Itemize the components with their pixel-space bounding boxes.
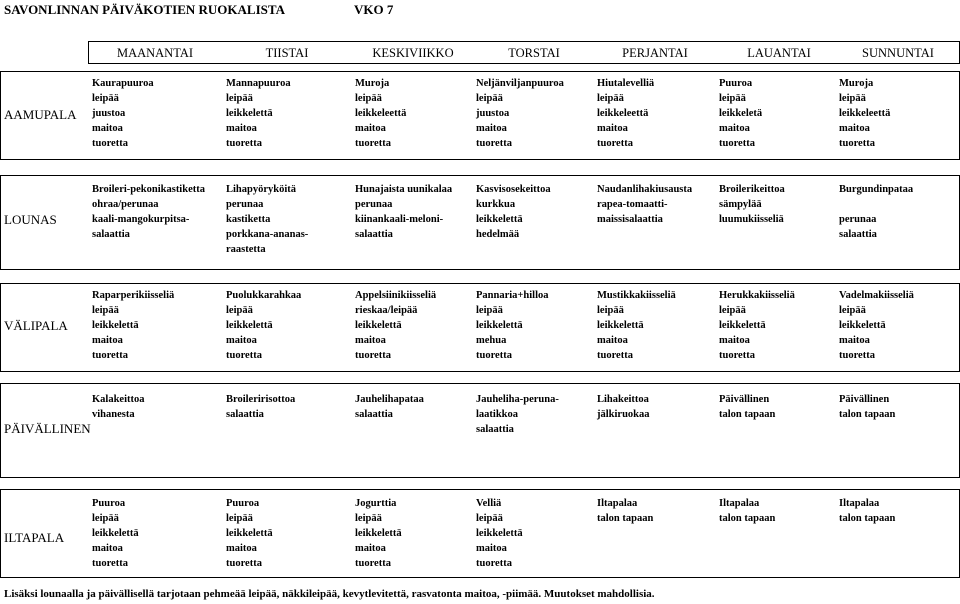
menu-line: tuoretta	[92, 350, 128, 361]
menu-line: kiinankaali-meloni-	[355, 214, 444, 225]
menu-cell	[226, 288, 301, 363]
menu-line	[719, 541, 775, 556]
menu-line: leikkelettä	[476, 320, 523, 331]
menu-cell	[597, 496, 653, 571]
menu-line: maitoa	[226, 123, 257, 134]
menu-line: Päivällinen	[719, 394, 770, 405]
page-title: SAVONLINNAN PÄIVÄKOTIEN RUOKALISTA	[4, 2, 285, 17]
menu-line: tuoretta	[476, 350, 512, 361]
menu-line: Muroja	[355, 78, 390, 89]
menu-cell	[597, 392, 650, 452]
menu-line: Hunajaista uunikalaa	[355, 184, 453, 195]
menu-line: leipää	[597, 93, 624, 104]
menu-line: kastiketta	[226, 214, 271, 225]
menu-line: maitoa	[226, 543, 257, 554]
menu-cell	[719, 76, 762, 151]
menu-line	[226, 422, 295, 437]
menu-line	[355, 422, 424, 437]
menu-line: maitoa	[226, 335, 257, 346]
menu-line: talon tapaan	[839, 513, 896, 524]
menu-cell	[355, 496, 402, 571]
menu-line	[597, 556, 653, 571]
menu-cell	[597, 182, 692, 257]
menu-line: maitoa	[839, 335, 870, 346]
menu-line: perunaa	[839, 214, 877, 225]
menu-line: leikkelettä	[226, 108, 273, 119]
menu-line: maitoa	[355, 123, 386, 134]
menu-cell	[92, 288, 174, 363]
menu-line: rapea-tomaatti-	[597, 199, 668, 210]
menu-line: raastetta	[226, 244, 266, 255]
meal-label: ILTAPALA	[4, 530, 65, 545]
menu-line: Jauhelihapataa	[355, 394, 424, 405]
menu-line: tuoretta	[355, 558, 391, 569]
menu-line: leikkelettä	[92, 528, 139, 539]
menu-line: juustoa	[92, 108, 126, 119]
menu-line: hedelmää	[476, 229, 520, 240]
menu-line: maitoa	[355, 543, 386, 554]
menu-line: maitoa	[719, 335, 750, 346]
menu-line: sämpylää	[719, 199, 762, 210]
menu-line: perunaa	[226, 199, 264, 210]
menu-line	[719, 422, 775, 437]
menu-line: laatikkoa	[476, 409, 519, 420]
menu-line: Broileri-pekonikastiketta	[92, 184, 205, 195]
menu-line: leipää	[839, 305, 866, 316]
meal-label: LOUNAS	[4, 212, 57, 227]
menu-line: ohraa/perunaa	[92, 199, 159, 210]
menu-line: Naudanlihakiusausta	[597, 184, 693, 195]
menu-line	[839, 242, 913, 257]
day-header: LAUANTAI	[747, 46, 811, 60]
menu-line: maitoa	[92, 543, 123, 554]
menu-line: leipää	[839, 93, 866, 104]
menu-line: leipää	[719, 305, 746, 316]
menu-line: Puuroa	[226, 498, 260, 509]
menu-cell	[92, 76, 154, 151]
menu-line	[355, 242, 452, 257]
menu-cell	[719, 182, 785, 257]
menu-line	[719, 437, 775, 452]
menu-line: kaali-mangokurpitsa-	[92, 214, 190, 225]
menu-line: kurkkua	[476, 199, 516, 210]
menu-line: vihanesta	[92, 409, 135, 420]
menu-line: mehua	[476, 335, 507, 346]
menu-line: tuoretta	[719, 350, 755, 361]
menu-line: leipää	[92, 305, 119, 316]
menu-line: maissisalaattia	[597, 214, 663, 225]
menu-line: leikkeleettä	[355, 108, 407, 119]
menu-line: Puolukkarahkaa	[226, 290, 302, 301]
menu-line: Iltapalaa	[597, 498, 638, 509]
menu-line: Kalakeittoa	[92, 394, 145, 405]
menu-line: Mannapuuroa	[226, 78, 291, 89]
menu-line: tuoretta	[719, 138, 755, 149]
menu-line: Broilerikeittoa	[719, 184, 785, 195]
menu-line	[719, 242, 785, 257]
menu-line: maitoa	[476, 543, 507, 554]
menu-line: Neljänviljanpuuroa	[476, 78, 564, 89]
menu-line: tuoretta	[355, 350, 391, 361]
meal-label: VÄLIPALA	[4, 318, 68, 333]
menu-line: Broileririsottoa	[226, 394, 296, 405]
menu-line	[226, 437, 295, 452]
menu-line: juustoa	[476, 108, 510, 119]
menu-line: leipää	[226, 513, 253, 524]
menu-line: rieskaa/leipää	[355, 305, 418, 316]
menu-line: perunaa	[355, 199, 393, 210]
menu-line: leipää	[226, 93, 253, 104]
menu-cell	[476, 288, 549, 363]
day-header: KESKIVIIKKO	[372, 46, 454, 60]
menu-line: tuoretta	[476, 138, 512, 149]
menu-line: Lihapyöryköitä	[226, 184, 297, 195]
menu-line: leipää	[476, 513, 503, 524]
menu-line: leikkeleettä	[839, 108, 891, 119]
menu-line: Pannaria+hilloa	[476, 290, 549, 301]
menu-cell	[355, 76, 406, 151]
menu-line: talon tapaan	[839, 409, 896, 420]
menu-line: leipää	[92, 513, 119, 524]
menu-line: tuoretta	[597, 350, 633, 361]
menu-cell	[839, 76, 890, 151]
menu-line: tuoretta	[226, 138, 262, 149]
day-header: PERJANTAI	[622, 46, 688, 60]
menu-line: Jauheliha-peruna-	[476, 394, 559, 405]
menu-line: leipää	[597, 305, 624, 316]
menu-cell	[92, 392, 145, 452]
menu-line: Velliä	[476, 498, 502, 509]
menu-line: leikkelettä	[597, 320, 644, 331]
menu-line: Päivällinen	[839, 394, 890, 405]
menu-line	[839, 197, 913, 212]
footer-note: Lisäksi lounaalla ja päivällisellä tarjotaan pehmeää leipää, näkkileipää, kevytlevitettä, rasvatonta maitoa, -piimää. Muutokset mahdollisia.	[4, 588, 655, 600]
menu-line	[597, 227, 692, 242]
menu-line: Raparperikiisseliä	[92, 290, 175, 301]
menu-line: leikkelettä	[92, 320, 139, 331]
menu-line: tuoretta	[226, 350, 262, 361]
menu-line: leikkelettä	[226, 528, 273, 539]
day-header: TIISTAI	[265, 46, 309, 60]
menu-line: Kaurapuuroa	[92, 78, 154, 89]
menu-line: salaattia	[476, 424, 514, 435]
menu-line	[597, 242, 692, 257]
menu-cell	[226, 182, 308, 257]
menu-line: tuoretta	[92, 558, 128, 569]
menu-line: maitoa	[92, 123, 123, 134]
menu-line	[92, 437, 145, 452]
menu-line	[839, 526, 895, 541]
menu-line: tuoretta	[597, 138, 633, 149]
meal-label: PÄIVÄLLINEN	[4, 421, 91, 436]
menu-line	[719, 227, 785, 242]
day-header: SUNNUNTAI	[862, 46, 934, 60]
menu-line: Muroja	[839, 78, 874, 89]
menu-line: leikkelettä	[355, 528, 402, 539]
menu-cell	[226, 496, 273, 571]
menu-line: salaattia	[839, 229, 877, 240]
menu-line: talon tapaan	[719, 409, 776, 420]
menu-line: leipää	[355, 513, 382, 524]
menu-line: tuoretta	[226, 558, 262, 569]
menu-line: maitoa	[476, 123, 507, 134]
menu-line	[719, 556, 775, 571]
week-label: VKO 7	[354, 2, 394, 17]
menu-line: leikkelettä	[719, 320, 766, 331]
menu-line: Lihakeittoa	[597, 394, 649, 405]
menu-line: leikkelettä	[476, 214, 523, 225]
menu-line: leikkelettä	[355, 320, 402, 331]
menu-line: salaattia	[355, 409, 393, 420]
menu-line: leipää	[92, 93, 119, 104]
menu-line: Herukkakiisseliä	[719, 290, 795, 301]
menu-cell	[597, 288, 676, 363]
menu-cell	[476, 182, 551, 257]
menu-cell	[92, 496, 139, 571]
menu-line: tuoretta	[355, 138, 391, 149]
menu-line: Puuroa	[719, 78, 753, 89]
menu-cell	[719, 392, 775, 452]
menu-line: Iltapalaa	[839, 498, 880, 509]
menu-line: maitoa	[597, 123, 628, 134]
menu-line: talon tapaan	[719, 513, 776, 524]
menu-line: talon tapaan	[597, 513, 654, 524]
menu-line: leikkelettä	[226, 320, 273, 331]
menu-cell	[839, 182, 913, 257]
menu-line	[597, 437, 650, 452]
menu-line: Hiutalevelliä	[597, 78, 655, 89]
menu-line	[597, 541, 653, 556]
day-header: MAANANTAI	[116, 46, 194, 60]
menu-cell	[92, 182, 205, 257]
menu-cell	[719, 496, 775, 571]
menu-line: Mustikkakiisseliä	[597, 290, 676, 301]
menu-line: Burgundinpataa	[839, 184, 914, 195]
menu-cell	[355, 288, 436, 363]
menu-line: maitoa	[355, 335, 386, 346]
menu-line: leipää	[476, 305, 503, 316]
menu-line: maitoa	[597, 335, 628, 346]
menu-line: Iltapalaa	[719, 498, 760, 509]
menu-line	[839, 422, 895, 437]
day-header: TORSTAI	[508, 46, 560, 60]
menu-line: Kasvisosekeittoa	[476, 184, 551, 195]
menu-line	[839, 541, 895, 556]
menu-cell	[226, 76, 291, 151]
menu-line: Vadelmakiisseliä	[839, 290, 914, 301]
menu-cell	[476, 392, 559, 452]
menu-cell	[719, 288, 795, 363]
menu-line: salaattia	[355, 229, 393, 240]
menu-line	[92, 242, 205, 257]
menu-line	[92, 422, 145, 437]
menu-cell	[597, 76, 654, 151]
menu-cell	[839, 288, 914, 363]
menu-cell	[355, 182, 452, 257]
menu-cell	[226, 392, 295, 452]
menu-line: leipää	[476, 93, 503, 104]
menu-line: Jogurttia	[355, 498, 397, 509]
menu-line: leipää	[355, 93, 382, 104]
menu-line: leikkeleettä	[597, 108, 649, 119]
menu-line	[597, 526, 653, 541]
menu-line	[476, 242, 551, 257]
menu-line: leikkelettä	[476, 528, 523, 539]
menu-line: salaattia	[92, 229, 130, 240]
menu-line: tuoretta	[476, 558, 512, 569]
menu-line: maitoa	[92, 335, 123, 346]
menu-line	[839, 437, 895, 452]
menu-line: leipää	[719, 93, 746, 104]
menu-cell	[476, 76, 564, 151]
menu-line: tuoretta	[92, 138, 128, 149]
menu-line: tuoretta	[839, 138, 875, 149]
menu-line: maitoa	[839, 123, 870, 134]
menu-cell	[839, 392, 895, 452]
menu-cell	[355, 392, 424, 452]
menu-cell	[839, 496, 895, 571]
menu-line: leipää	[226, 305, 253, 316]
menu-line	[719, 526, 775, 541]
menu-line	[355, 437, 424, 452]
menu-line: maitoa	[719, 123, 750, 134]
menu-line: leikkeletä	[719, 108, 763, 119]
menu-line: porkkana-ananas-	[226, 229, 309, 240]
menu-line	[597, 422, 650, 437]
menu-line	[839, 556, 895, 571]
menu-line: tuoretta	[839, 350, 875, 361]
menu-line: luumukiisseliä	[719, 214, 784, 225]
menu-line: Appelsiinikiisseliä	[355, 290, 437, 301]
menu-line: jälkiruokaa	[597, 409, 650, 420]
meal-label: AAMUPALA	[4, 107, 77, 122]
menu-line: salaattia	[226, 409, 264, 420]
menu-line	[476, 437, 559, 452]
menu-line: leikkelettä	[839, 320, 886, 331]
menu-line: Puuroa	[92, 498, 126, 509]
menu-cell	[476, 496, 523, 571]
